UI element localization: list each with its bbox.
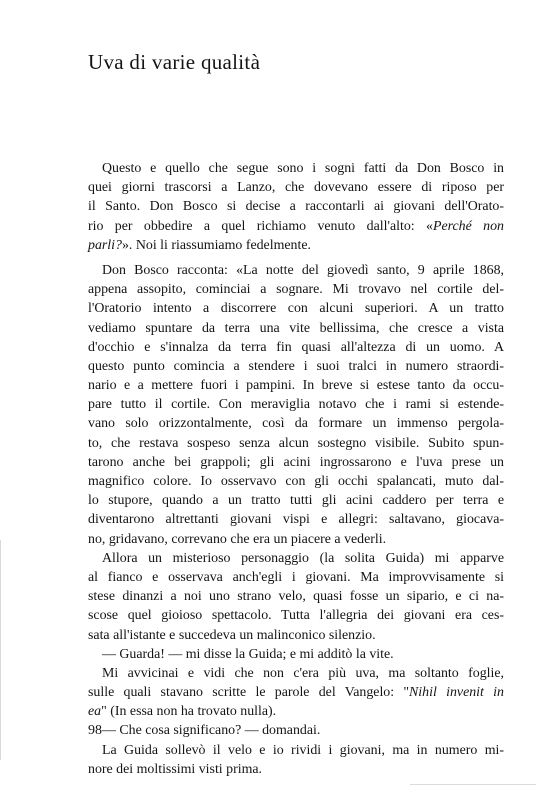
text-line: to, che restava sospeso senza alcun sostegno visibile. Subito spun- — [88, 435, 504, 451]
scan-bottom-line — [410, 784, 536, 785]
text-line: Questo e quello che segue sono i sogni fatti da Don Bosco in — [102, 161, 504, 176]
text-line: sulle quali stavano scritte le parole del Vangelo: "Nihil invenit in — [88, 685, 504, 701]
text-line: appena assopito, cominciai a sognare. Mi trovavo nel cortile del- — [88, 282, 504, 298]
text-line: il Santo. Don Bosco si decise a raccontarli ai giovani dell'Orato- — [88, 199, 504, 215]
italic-phrase: parli? — [88, 237, 122, 253]
text-line: La Guida sollevò il velo e io rividi i giovani, ma in numero mi- — [102, 742, 504, 758]
italic-phrase: ea — [88, 704, 102, 720]
text-line: nario e a mettere fuori i pampini. In breve si estese tanto da occu- — [88, 378, 504, 394]
text-line: l'Oratorio intento a discorrere con alcuni superiori. A un tratto — [88, 301, 504, 317]
text-line: parli?». Noi li riassumiamo fedelmente. — [88, 237, 311, 253]
paragraph — [88, 741, 504, 779]
italic-phrase: Nihil invenit in — [409, 685, 504, 701]
text-line: vano solo orizzontalmente, così da formare un immenso pergola- — [88, 416, 504, 432]
paragraph — [88, 645, 504, 664]
text-line: Allora un misterioso personaggio (la solita Guida) mi apparve — [102, 550, 504, 566]
paragraph — [88, 261, 504, 549]
text-line: diventarono altrettanti giovani vispi e allegri: saltavano, giocava- — [88, 512, 504, 528]
page-number: 98 — [88, 723, 102, 738]
text-line: nore dei moltissimi visti prima. — [88, 761, 263, 777]
text-line: quei giorni trascorsi a Lanzo, che dovevano essere di riposo per — [88, 180, 504, 196]
text-line: no, gridavano, correvano che era un piacere a vederli. — [88, 531, 387, 547]
text-line: rio per obbedire a quel richiamo venuto dall'alto: «Perché non — [88, 218, 504, 234]
text-line: scose quel gioioso spettacolo. Tutta l'allegria dei giovani era ces- — [88, 608, 504, 624]
text-line: — Guarda! — mi disse la Guida; e mi additò la vite. — [102, 646, 394, 662]
paragraph — [88, 664, 504, 722]
text-line: sata all'istante e succedeva un malinconico silenzio. — [88, 627, 376, 643]
body-text — [88, 159, 504, 779]
text-line: — Che cosa significano? — domandai. — [102, 723, 321, 739]
text-line: Mi avvicinai e vidi che non c'era più uva, ma soltanto foglie, — [102, 665, 504, 681]
scan-margin-line — [0, 540, 1, 760]
text-line: vediamo spuntare da terra una vite bellissima, che cresce a vista — [88, 320, 504, 336]
text-line: magnifico colore. Io osservavo con gli occhi spalancati, muto dal- — [88, 474, 504, 489]
paragraph — [88, 159, 504, 255]
paragraph — [88, 549, 504, 645]
text-line: al fianco e osservava anch'egli i giovani. Ma improvvisamente si — [88, 569, 504, 585]
chapter-title: Uva di varie qualità — [88, 50, 261, 74]
text-line: lo stupore, quando a un tratto tutti gli acini caddero per terra e — [88, 493, 504, 509]
text-line: questo punto comincia a stendere i suoi tralci in numero straordi- — [88, 358, 504, 374]
text-line: d'occhio e s'innalza da terra fin quasi all'altezza di un uomo. A — [88, 339, 504, 355]
text-line: stese dinanzi a noi uno strano velo, quasi fosse un sipario, e ci na- — [88, 589, 504, 605]
text-line: Don Bosco racconta: «La notte del giovedì santo, 9 aprile 1868, — [102, 262, 504, 278]
italic-phrase: Perché non — [432, 218, 504, 234]
text-line: ea" (In essa non ha trovato nulla). — [88, 704, 277, 720]
text-line: tarono anche bei grappoli; gli acini ingrossarono e l'uva prese un — [88, 454, 504, 470]
text-line: pare tutto il cortile. Con meraviglia notavo che i rami si estende- — [88, 397, 504, 413]
paragraph — [88, 721, 504, 740]
